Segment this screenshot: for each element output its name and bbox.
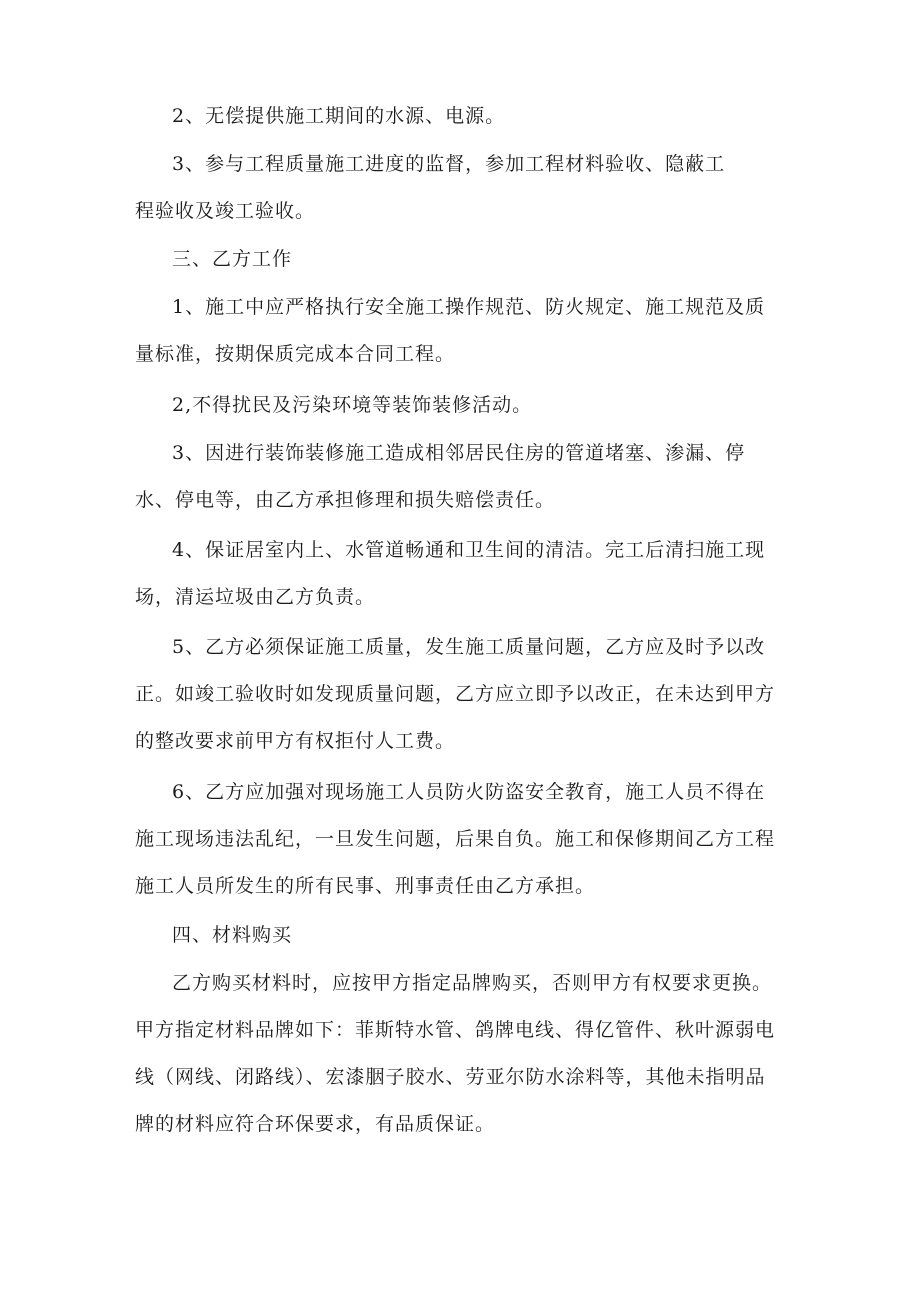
paragraph-line: 施工现场违法乱纪，一旦发生问题，后果自负。施工和保修期间乙方工程 — [135, 828, 776, 850]
paragraph-line: 线（网线、闭路线）、宏漆胭子胶水、劳亚尔防水涂料等，其他未指明品 — [135, 1066, 766, 1088]
paragraph-line: 3、参与工程质量施工进度的监督，参加工程材料验收、隐蔽工 — [172, 153, 726, 175]
paragraph-line: 程验收及竣工验收。 — [135, 200, 316, 222]
paragraph-yi-3 — [0, 430, 920, 524]
paragraph-line: 的整改要求前甲方有权拒付人工费。 — [135, 730, 456, 752]
section-heading-yi — [0, 236, 920, 283]
heading-line: 三、乙方工作 — [172, 248, 293, 270]
paragraph-line: 施工人员所发生的所有民事、刑事责任由乙方承担。 — [135, 875, 596, 897]
paragraph-line: 牌的材料应符合环保要求，有品质保证。 — [135, 1113, 496, 1135]
paragraph-cailiao — [0, 960, 920, 1148]
paragraph-line: 乙方购买材料时，应按甲方指定品牌购买，否则甲方有权要求更换。 — [172, 972, 773, 994]
paragraph-line: 2、无偿提供施工期间的水源、电源。 — [172, 105, 506, 127]
paragraph-jia-3 — [0, 141, 920, 235]
paragraph-yi-2 — [0, 382, 920, 429]
paragraph-line: 1、施工中应严格执行安全施工操作规范、防火规定、施工规范及质 — [172, 296, 766, 318]
paragraph-line: 6、乙方应加强对现场施工人员防火防盗安全教育，施工人员不得在 — [172, 781, 766, 803]
paragraph-line: 2,不得扰民及污染环境等装饰装修活动。 — [172, 394, 533, 416]
paragraph-line: 4、保证居室内上、水管道畅通和卫生间的清洁。完工后清扫施工现 — [172, 539, 766, 561]
paragraph-line: 正。如竣工验收时如发现质量问题，乙方应立即予以改正，在未达到甲方 — [135, 683, 776, 705]
paragraph-line: 水、停电等，由乙方承担修理和损失赔偿责任。 — [135, 489, 556, 511]
paragraph-yi-6 — [0, 769, 920, 910]
paragraph-line: 量标准，按期保质完成本合同工程。 — [135, 343, 456, 365]
paragraph-yi-4 — [0, 527, 920, 621]
paragraph-yi-5 — [0, 624, 920, 765]
paragraph-yi-1 — [0, 284, 920, 378]
heading-line: 四、材料购买 — [172, 924, 293, 946]
paragraph-line: 3、因进行装饰装修施工造成相邻居民住房的管道堵塞、渗漏、停 — [172, 442, 746, 464]
paragraph-line: 甲方指定材料品牌如下：菲斯特水管、鸽牌电线、得亿管件、秋叶源弱电 — [135, 1019, 776, 1041]
paragraph-line: 场，清运垃圾由乙方负责。 — [135, 586, 376, 608]
paragraph-line: 5、乙方必须保证施工质量，发生施工质量问题，乙方应及时予以改 — [172, 636, 766, 658]
paragraph-jia-2 — [0, 93, 920, 140]
section-heading-cailiao — [0, 912, 920, 959]
